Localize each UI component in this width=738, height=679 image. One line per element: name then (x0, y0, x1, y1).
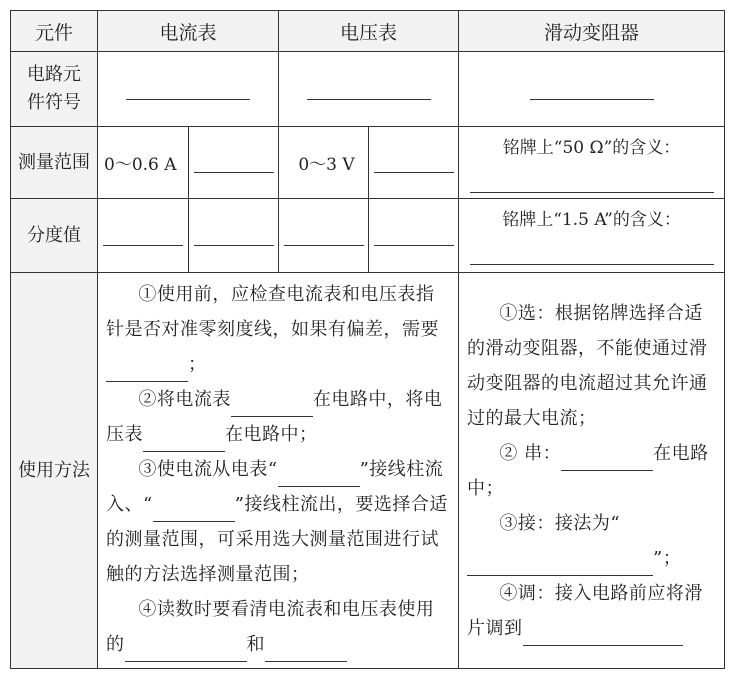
ammeter-symbol-cell (98, 52, 279, 127)
label-symbol: 电路元件符号 (11, 52, 98, 127)
ammeter-symbol-blank[interactable] (126, 79, 250, 100)
symbol-row (11, 52, 725, 127)
ammeter-small-range: 0～0.6 A (98, 127, 189, 199)
header-ammeter: 电流表 (98, 11, 279, 52)
voltmeter-small-range: 0～3 V (279, 127, 369, 199)
ammeter-div-small-cell (98, 199, 189, 273)
rheostat-step-2: ② 串： 在电路中； (467, 442, 709, 499)
ammeter-div-large-cell (189, 199, 279, 273)
rheostat-symbol-blank[interactable] (530, 79, 654, 100)
header-rheostat: 滑动变阻器 (459, 11, 725, 52)
meters-step-3: ③使电流从电表“ ”接线柱流入、“ ”接线柱流出，要选择合适的测量范围，可采用选大测量范围进行试触的方法选择测量范围； (106, 459, 448, 585)
header-row (11, 11, 725, 52)
voltmeter-div-small-blank[interactable] (284, 225, 364, 246)
division-row (11, 199, 725, 273)
ammeter-large-range-cell (189, 127, 279, 199)
nameplate-amp-text: 铭牌上“1.5 A”的含义： (502, 210, 681, 230)
label-usage: 使用方法 (11, 273, 98, 669)
voltmeter-div-small-cell (279, 199, 369, 273)
rheostat-step-3: ③接：接法为“”； (467, 506, 716, 576)
rheostat-symbol-cell (459, 52, 725, 127)
header-component: 元件 (11, 11, 98, 52)
voltmeter-symbol-cell (279, 52, 459, 127)
voltmeter-div-large-cell (369, 199, 459, 273)
nameplate-ohm-cell (459, 127, 725, 199)
nameplate-ohm-blank[interactable] (470, 172, 714, 193)
voltmeter-symbol-blank[interactable] (307, 79, 431, 100)
header-voltmeter: 电压表 (279, 11, 459, 52)
ammeter-div-small-blank[interactable] (103, 225, 183, 246)
voltmeter-large-range-blank[interactable] (374, 152, 454, 173)
rheostat-step-1: ①选：根据铭牌选择合适的滑动变阻器，不能使通过滑动变阻器的电流超过其允许通过的最大电流； (467, 302, 708, 429)
range-row (11, 127, 725, 199)
voltmeter-large-range-cell (369, 127, 459, 199)
meters-step-2: ②将电流表 在电路中，将电压表 在电路中； (106, 382, 450, 452)
nameplate-amp-blank[interactable] (470, 244, 714, 265)
label-division: 分度值 (11, 199, 98, 273)
rheostat-usage-cell (459, 273, 725, 669)
ammeter-div-large-blank[interactable] (194, 225, 274, 246)
meters-step-4: ④读数时要看清电流表和电压表使用的 和 (106, 592, 450, 662)
nameplate-amp-cell (459, 199, 725, 273)
usage-row (11, 273, 725, 669)
physics-instrument-table (10, 10, 725, 669)
nameplate-ohm-text: 铭牌上“50 Ω”的含义： (502, 138, 681, 158)
label-range: 测量范围 (11, 127, 98, 199)
meters-step-1: ①使用前，应检查电流表和电压表指针是否对准零刻度线，如果有偏差，需要； (106, 277, 450, 382)
voltmeter-div-large-blank[interactable] (374, 225, 454, 246)
ammeter-large-range-blank[interactable] (194, 152, 274, 173)
rheostat-step-4: ④调：接入电路前应将滑片调到 (467, 576, 716, 646)
meters-usage-cell (98, 273, 459, 669)
